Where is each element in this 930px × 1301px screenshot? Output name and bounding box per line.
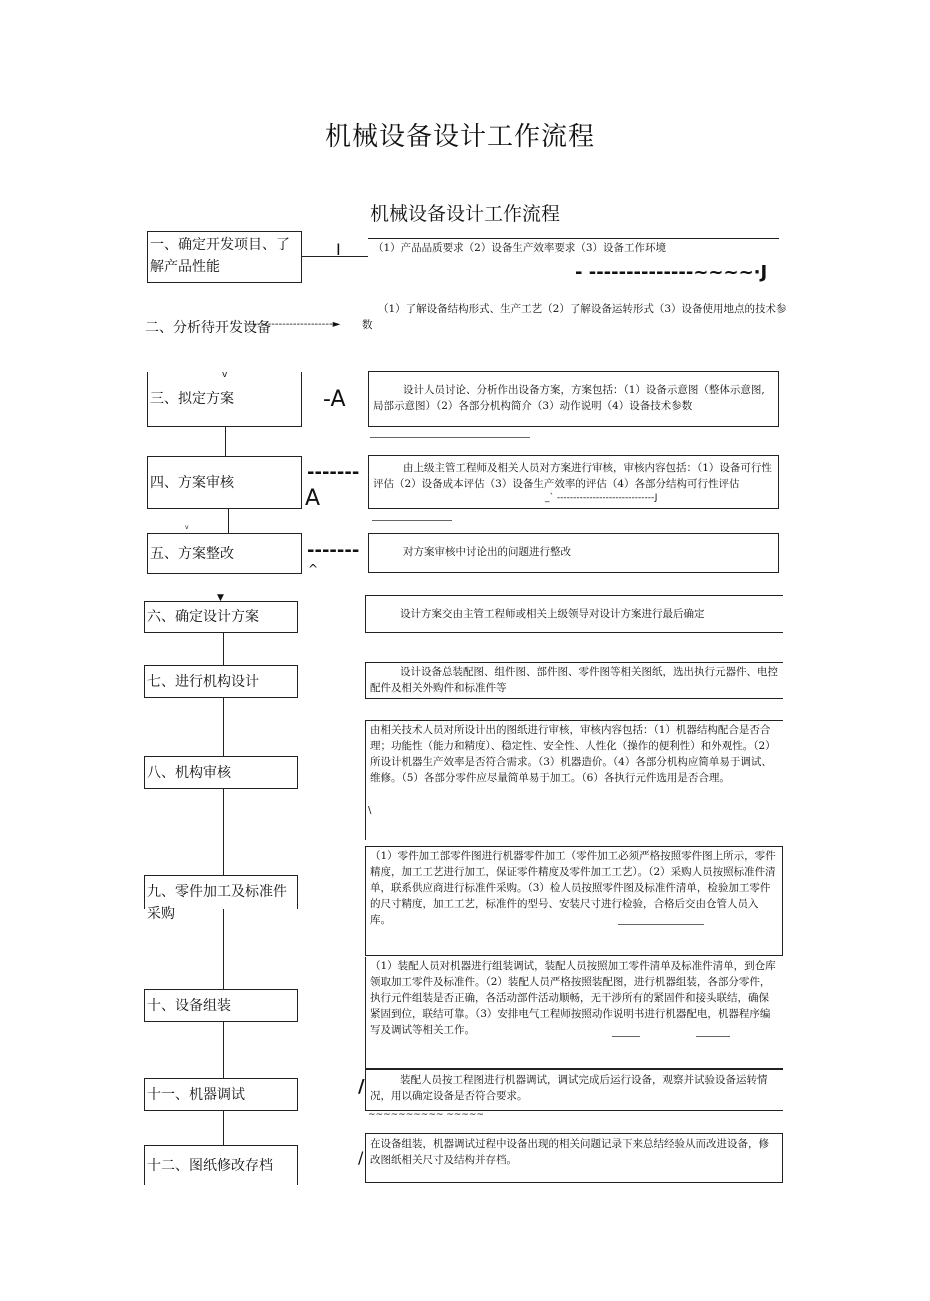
step-8-box: [144, 756, 298, 789]
step-7-label: 七、进行机构设计: [147, 673, 259, 690]
step-8-desc: 由相关技术人员对所设计出的图纸进行审核，审核内容包括：（1）机器结构配合是否合理；功能性（能力和精度）、稳定性、安全性、人性化（操作的便利性）和外观性。（2）所设计机器生产效率是否符合需求。（3）机器造价。（4）各部分机构应简单易于调试、维修。（5）各部分零件应尽量简单易于加工。（6）各执行元件选用是否合理。: [370, 724, 776, 784]
scan-artifact: /: [358, 1076, 365, 1097]
tick-mark: I: [336, 240, 341, 259]
rule-line: [618, 924, 704, 925]
scan-artifact: _` ------------------------------J: [545, 493, 658, 503]
step-4-box: [147, 456, 302, 509]
step-6-desc: 设计方案交由主管工程师或相关上级领导对设计方案进行最后确定: [400, 608, 705, 620]
arrow-right: ------------------------►: [246, 319, 341, 330]
rule-line: [368, 238, 779, 239]
flowchart-title: 机械设备设计工作流程: [369, 203, 560, 225]
flow-connector: [223, 1111, 224, 1145]
step-6-label: 六、确定设计方案: [147, 609, 259, 625]
step-9-desc: （1）零件加工部零件图进行机器零件加工（零件加工必须严格按照零件图上所示，零件精度，加工工艺进行加工，保证零件精度及零件加工工艺）。（2）采购人员按照标准件清单，联系供应商进行标准件采购。（3）检人员按照零件图及标准件清单，检验加工零件的尺寸精度，加工工艺，标准件的型号、安装尺寸进行检验，合格后交由仓管人员入库。: [370, 850, 776, 926]
document-title: 机械设备设计工作流程: [324, 122, 595, 152]
scan-artifact: \: [368, 805, 372, 816]
step-11-box: [144, 1078, 298, 1111]
rule-line: [372, 520, 452, 521]
flow-connector: [225, 427, 226, 456]
step-11-desc-box: [365, 1069, 783, 1111]
step-9-label: 九、零件加工及标准件采购: [147, 884, 287, 922]
step-10-desc: （1）装配人员对机器进行组装调试，装配人员按照加工零件清单及标准件清单，到仓库领取加工零件及标准件。（2）装配人员严格按照装配图，进行机器组装，各部分零件，执行元件组装是否正确，各活动部件活动顺畅，无干涉所有的紧固件和接头联结，确保紧固到位，联结可靠。（3）安排电气工程师按照动作说明书进行机器配电，机器程序编写及调试等相关工作。: [370, 960, 776, 1036]
step-6-box: [144, 601, 298, 633]
step-12-desc: 在设备组装，机器调试过程中设备出现的相关问题记录下来总结经验从而改进设备，修改图纸相关尺寸及结构并存档。: [370, 1138, 769, 1166]
step-10-box: [144, 989, 298, 1022]
step-11-desc: 装配人员按工程图进行机器调试，调试完成后运行设备，观察并试验设备运转情况，用以确定设备是否符合要求。: [370, 1074, 768, 1102]
rule-line: [696, 1036, 730, 1037]
scan-artifact: -------: [307, 540, 360, 561]
flow-connector: [223, 1022, 224, 1078]
step-3-desc: 设计人员讨论、分析作出设备方案，方案包括：（1）设备示意图（整体示意图,局部示意图）（2）各部分机构简介（3）动作说明（4）设备技术参数: [373, 384, 765, 412]
step-2-label: 二、分析待开发设备: [145, 320, 271, 336]
scan-artifact: -A: [323, 387, 346, 412]
arrow-mark: v: [222, 370, 228, 380]
scan-artifact: A: [305, 486, 321, 511]
rule-line: [370, 437, 530, 438]
step-8-desc-box: [365, 720, 783, 840]
step-2-desc: （1）了解设备结构形式、生产工艺（2）了解设备运转形式（3）设备使用地点的技术参数: [362, 303, 787, 331]
step-1-desc: （1）产品品质要求（2）设备生产效率要求（3）设备工作环境: [373, 242, 667, 254]
step-10-label: 十、设备组装: [147, 997, 231, 1014]
step-3-box: [147, 372, 302, 427]
step-8-label: 八、机构审核: [147, 764, 231, 781]
step-4-desc: 由上级主管工程师及相关人员对方案进行审核，审核内容包括：（1）设备可行性评估（2）设备成本评估（3）设备生产效率的评估（4）各部分结构可行性评估: [373, 462, 772, 490]
step-3-label: 三、拟定方案: [150, 391, 234, 407]
scan-artifact: /: [358, 1148, 364, 1167]
step-5-desc-box: [368, 533, 779, 573]
step-7-desc-box: [365, 662, 783, 699]
flow-connector: [223, 698, 224, 756]
step-7-box: [144, 665, 298, 698]
step-12-label: 十二、图纸修改存档: [147, 1157, 273, 1174]
step-1-box: [147, 231, 302, 283]
step-5-box: [147, 533, 302, 574]
rule-line: [612, 1036, 640, 1037]
step-9-desc-box: [365, 846, 783, 956]
arrow-down-icon: ▼: [217, 593, 224, 603]
step-4-label: 四、方案审核: [150, 474, 234, 491]
step-6-desc-box: [365, 595, 783, 633]
step-12-desc-box: [365, 1133, 783, 1183]
step-5-desc: 对方案审核中讨论出的问题进行整改: [403, 546, 571, 558]
flow-connector: [223, 789, 224, 875]
scan-artifact: -------: [307, 462, 360, 483]
scan-artifact: - --------------~~~~·J: [575, 262, 768, 283]
step-12-box: [144, 1145, 298, 1185]
tick-mark: v: [185, 524, 189, 531]
step-3-desc-box: [368, 371, 779, 427]
step-10-desc-box: [365, 957, 783, 1069]
scan-artifact: ^: [308, 562, 319, 576]
connector-line: [302, 256, 368, 257]
flow-connector: [228, 509, 229, 533]
step-7-desc: 设计设备总装配图、组件图、部件图、零件图等相关图纸，选出执行元器件、电控配件及相关外购件和标准件等: [370, 666, 778, 694]
scan-artifact: ~~~~~~~~~~ ~~~~~: [368, 1110, 484, 1120]
step-11-label: 十一、机器调试: [147, 1086, 245, 1103]
step-1-label: 一、确定开发项目、了解产品性能: [150, 237, 290, 275]
flow-connector: [223, 909, 224, 989]
step-5-label: 五、方案整改: [150, 545, 234, 562]
flow-connector: [223, 633, 224, 665]
step-9-box: [144, 875, 298, 922]
